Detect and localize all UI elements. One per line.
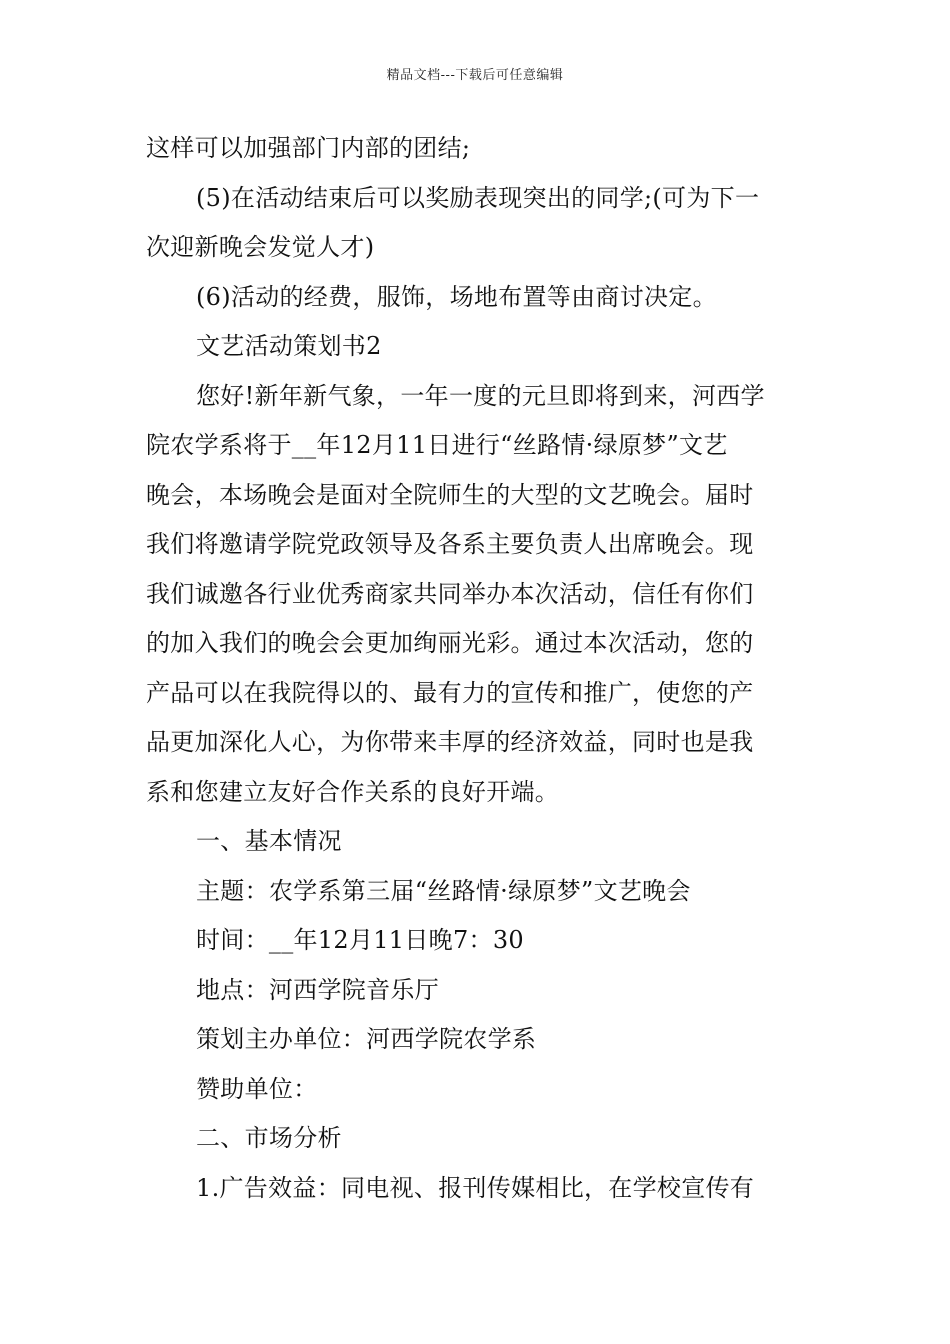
- text-line: 品更加深化人心，为你带来丰厚的经济效益，同时也是我: [146, 728, 754, 756]
- text-line: 一、基本情况: [196, 827, 342, 855]
- text-line: 的加入我们的晚会会更加绚丽光彩。通过本次活动，您的: [146, 629, 754, 657]
- text-line: (6)活动的经费，服饰，场地布置等由商讨决定。: [196, 282, 717, 311]
- text-line: 产品可以在我院得以的、最有力的宣传和推广，使您的产: [146, 678, 754, 707]
- text-line: 1.广告效益：同电视、报刊传媒相比，在学校宣传有: [196, 1173, 755, 1202]
- document-body: [146, 124, 810, 1213]
- text-line: 赞助单位：: [196, 1074, 318, 1103]
- text-line: 文艺活动策划书2: [196, 332, 382, 360]
- text-line: 次迎新晚会发觉人才): [146, 233, 375, 261]
- text-line: 您好!新年新气象，一年一度的元旦即将到来，河西学: [196, 381, 765, 410]
- text-line: (5)在活动结束后可以奖励表现突出的同学;(可为下一: [196, 183, 760, 212]
- text-line: 我们诚邀各行业优秀商家共同举办本次活动，信任有你们: [146, 579, 754, 608]
- text-line: 这样可以加强部门内部的团结;: [146, 134, 471, 162]
- text-line: 系和您建立友好合作关系的良好开端。: [146, 777, 560, 806]
- page-header: 精品文档---下载后可任意编辑: [386, 68, 564, 83]
- text-line: 地点：河西学院音乐厅: [196, 975, 439, 1004]
- text-line: 主题：农学系第三届“丝路情·绿原梦”文艺晚会: [196, 876, 691, 905]
- text-line: 时间：__年12月11日晚7：30: [196, 926, 524, 954]
- text-line: 晚会，本场晚会是面对全院师生的大型的文艺晚会。届时: [146, 480, 754, 509]
- text-line: 二、市场分析: [196, 1124, 342, 1152]
- text-line: 院农学系将于__年12月11日进行“丝路情·绿原梦”文艺: [146, 431, 728, 459]
- text-line: 策划主办单位：河西学院农学系: [196, 1025, 537, 1053]
- text-line: 我们将邀请学院党政领导及各系主要负责人出席晚会。现: [146, 530, 754, 558]
